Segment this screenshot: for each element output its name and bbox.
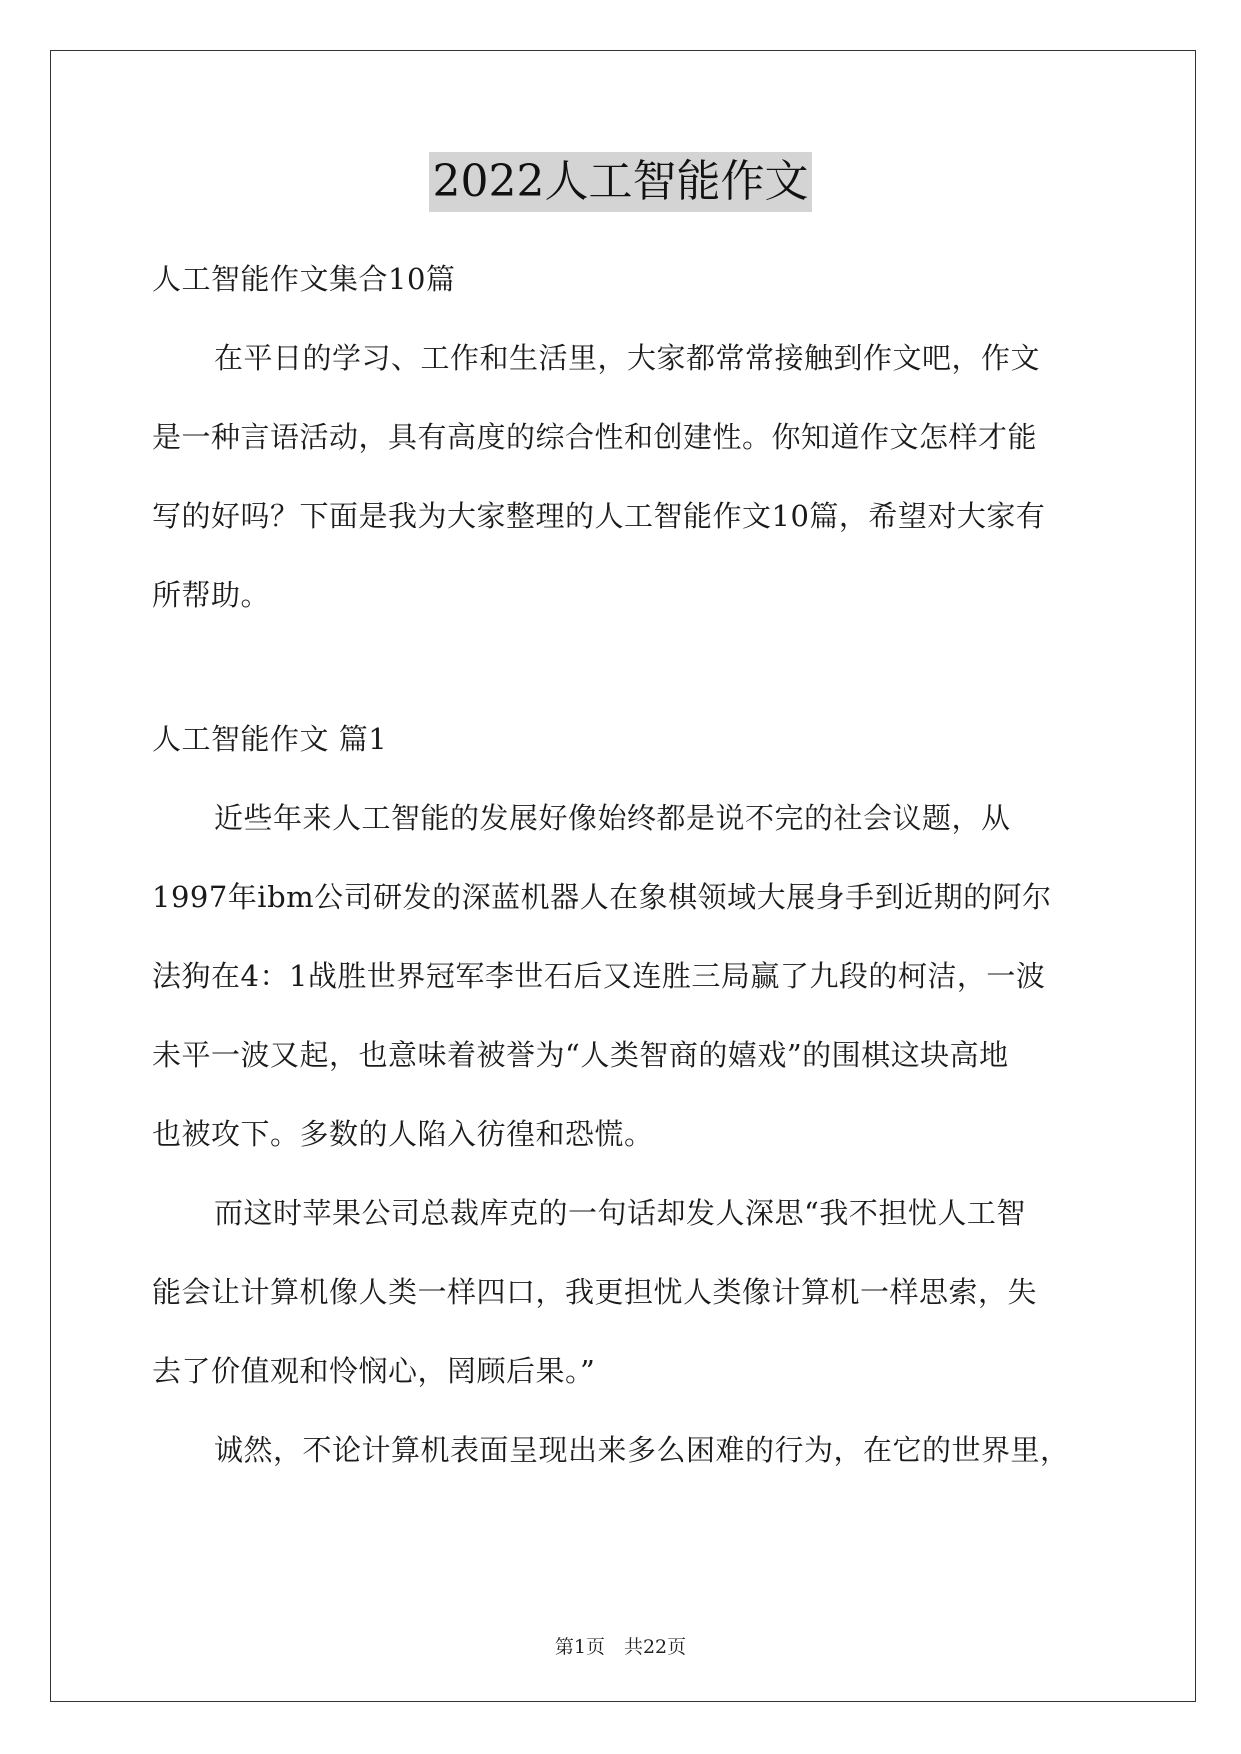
body-paragraph-1 xyxy=(152,779,1092,1174)
paragraph-line: 诚然，不论计算机表面呈现出来多么困难的行为，在它的世界里， xyxy=(214,1433,1070,1467)
paragraph-line: 1997年ibm公司研发的深蓝机器人在象棋领域大展身手到近期的阿尔 xyxy=(152,880,1052,914)
paragraph-line: 在平日的学习、工作和生活里，大家都常常接触到作文吧，作文 xyxy=(214,341,1041,375)
page-number-footer: 第1页 共22页 xyxy=(554,1636,687,1658)
body-paragraph-3 xyxy=(152,1411,1092,1490)
paragraph-line: 近些年来人工智能的发展好像始终都是说不完的社会议题，从 xyxy=(214,801,1011,835)
collection-subtitle: 人工智能作文集合10篇 xyxy=(152,262,456,296)
paragraph-line: 是一种言语活动，具有高度的综合性和创建性。你知道作文怎样才能 xyxy=(152,420,1038,454)
paragraph-line: 也被攻下。多数的人陷入彷徨和恐慌。 xyxy=(152,1117,654,1151)
paragraph-line: 能会让计算机像人类一样四口，我更担忧人类像计算机一样思索，失 xyxy=(152,1275,1038,1309)
section-spacer xyxy=(152,635,1092,700)
paragraph-line: 未平一波又起，也意味着被誉为“人类智商的嬉戏”的围棋这块高地 xyxy=(152,1038,1009,1072)
intro-paragraph xyxy=(152,319,1092,635)
document-title: 2022人工智能作文 xyxy=(429,152,813,212)
paragraph-line: 所帮助。 xyxy=(152,578,271,612)
paragraph-line: 写的好吗？下面是我为大家整理的人工智能作文10篇，希望对大家有 xyxy=(152,499,1046,533)
body-paragraph-2 xyxy=(152,1174,1092,1411)
section-heading: 人工智能作文 篇1 xyxy=(152,722,388,756)
document-body xyxy=(152,240,1092,1490)
paragraph-line: 去了价值观和怜悯心，罔顾后果。” xyxy=(152,1354,596,1388)
title-container xyxy=(0,152,1241,212)
paragraph-line: 法狗在4：1战胜世界冠军李世石后又连胜三局赢了九段的柯洁，一波 xyxy=(152,959,1046,993)
paragraph-line: 而这时苹果公司总裁库克的一句话却发人深思“我不担忧人工智 xyxy=(214,1196,1026,1230)
